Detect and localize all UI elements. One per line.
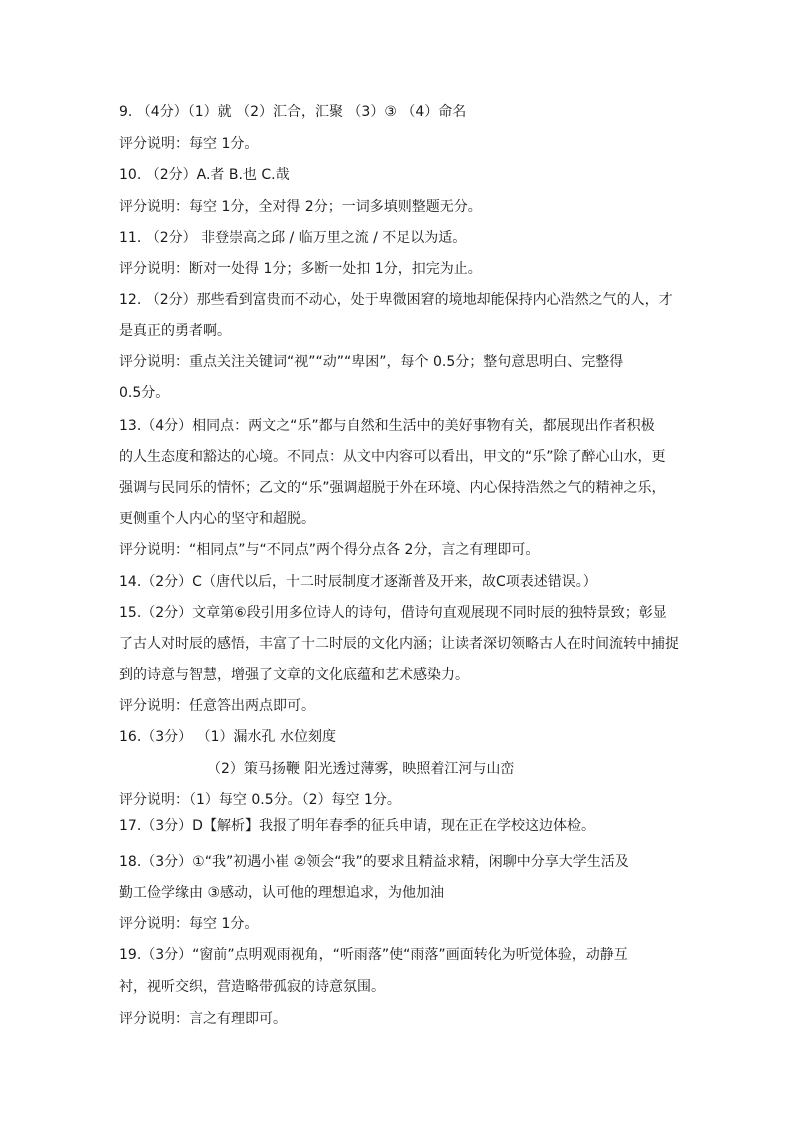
- scoring-note-16: 评分说明：（1）每空 0.5分。（2）每空 1分。: [119, 792, 401, 808]
- answer-12-line-1: 12. （2分）那些看到富贵而不动心，处于卑微困窘的境地却能保持内心浩然之气的人，才: [119, 292, 673, 308]
- answer-18-line-2: 勤工俭学缘由 ③感动，认可他的理想追求，为他加油: [119, 885, 444, 901]
- answer-12-line-2: 是真正的勇者啊。: [119, 323, 231, 339]
- scoring-note-12-line-2: 0.5分。: [119, 385, 170, 401]
- answer-13-line-2: 的人生态度和豁达的心境。不同点：从文中内容可以看出，甲文的“乐”除了醉心山水，更: [119, 449, 666, 465]
- answer-15-line-3: 到的诗意与智慧，增强了文章的文化底蕴和艺术感染力。: [119, 667, 469, 683]
- answer-16-line-1: 16.（3分） （1）漏水孔 水位刻度: [119, 729, 336, 745]
- answer-17: 17.（3分）D【解析】我报了明年春季的征兵申请，现在正在学校这边体检。: [119, 818, 595, 834]
- answer-13-line-1: 13.（4分）相同点：两文之“乐”都与自然和生活中的美好事物有关，都展现出作者积极: [119, 418, 655, 434]
- scoring-note-15: 评分说明：任意答出两点即可。: [119, 698, 315, 714]
- answer-14: 14.（2分）C（唐代以后，十二时辰制度才逐渐普及开来，故C项表述错误。）: [119, 574, 597, 590]
- scoring-note-9: 评分说明：每空 1分。: [119, 136, 259, 152]
- answer-18-line-1: 18.（3分）①“我”初遇小崔 ②领会“我”的要求且精益求精，闲聊中分享大学生活及: [119, 854, 629, 870]
- answer-13-line-3: 强调与民同乐的情怀；乙文的“乐”强调超脱于外在环境、内心保持浩然之气的精神之乐，: [119, 480, 666, 496]
- scoring-note-10: 评分说明：每空 1分，全对得 2分；一词多填则整题无分。: [119, 199, 482, 215]
- answer-19-line-2: 衬，视听交织，营造略带孤寂的诗意氛围。: [119, 979, 385, 995]
- answer-10: 10. （2分）A.者 B.也 C.哉: [119, 167, 290, 183]
- answer-16-line-2: （2）策马扬鞭 阳光透过薄雾，映照着江河与山峦: [207, 761, 515, 777]
- scoring-note-13: 评分说明：“相同点”与“不同点”两个得分点各 2分，言之有理即可。: [119, 542, 540, 558]
- answer-9: 9. （4分）（1）就 （2）汇合，汇聚 （3）③ （4）命名: [119, 104, 467, 120]
- answer-15-line-2: 了古人对时辰的感悟，丰富了十二时辰的文化内涵；让读者深切领略古人在时间流转中捕捉: [119, 636, 679, 652]
- scoring-note-18: 评分说明：每空 1分。: [119, 916, 259, 932]
- answer-13-line-4: 更侧重个人内心的坚守和超脱。: [119, 511, 315, 527]
- scoring-note-12-line-1: 评分说明：重点关注关键词“视”“动”“卑困”，每个 0.5分；整句意思明白、完整得: [119, 354, 624, 370]
- answer-11: 11. （2分） 非登崇高之邱 / 临万里之流 / 不足以为适。: [119, 230, 467, 246]
- scoring-note-11: 评分说明：断对一处得 1分；多断一处扣 1分，扣完为止。: [119, 261, 482, 277]
- scoring-note-19: 评分说明：言之有理即可。: [119, 1011, 287, 1027]
- answer-19-line-1: 19.（3分）“窗前”点明观雨视角，“听雨落”使“雨落”画面转化为听觉体验，动静互: [119, 947, 628, 963]
- answer-15-line-1: 15.（2分）文章第⑥段引用多位诗人的诗句，借诗句直观展现不同时辰的独特景致；彰显: [119, 605, 667, 621]
